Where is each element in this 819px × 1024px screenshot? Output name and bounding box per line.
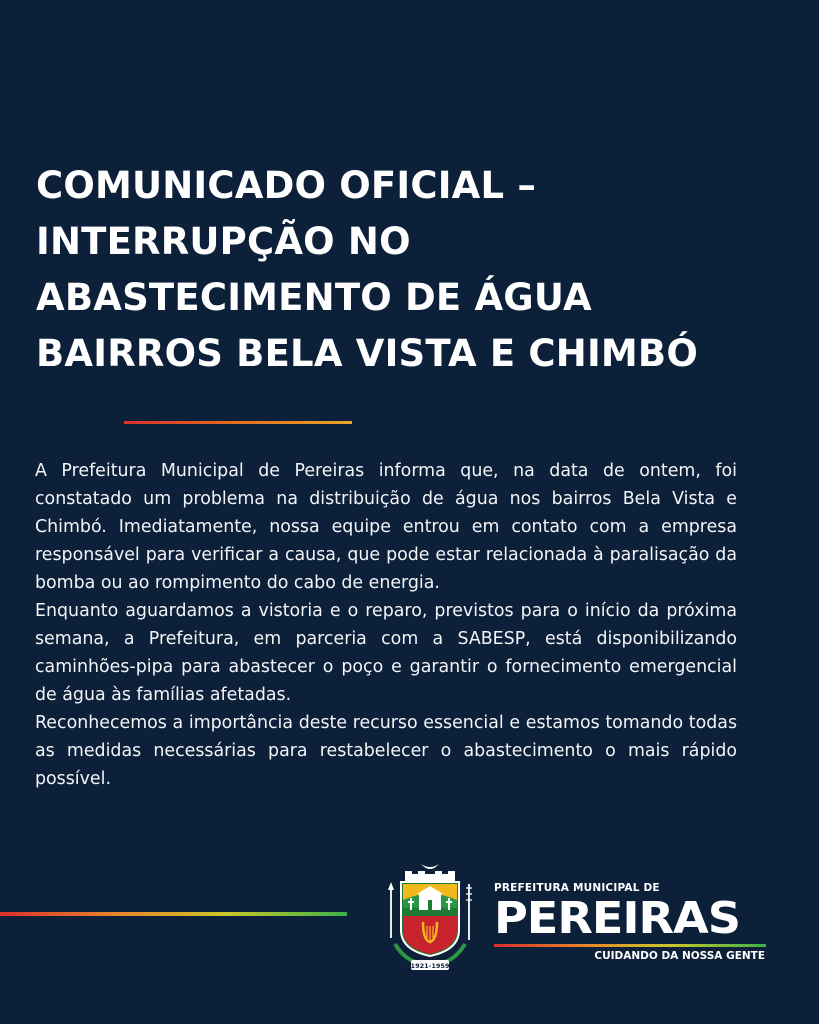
logo-slogan: CUIDANDO DA NOSSA GENTE [594,950,765,962]
announcement-title [36,158,756,382]
body-paragraph: A Prefeitura Municipal de Pereiras informa que, na data de ontem, foi constatado um problema na distribuição de água nos bairros Bela Vista e Chimbó. Imediatamente, nossa equipe entrou em contato com a empresa responsável para verificar a causa, que pode estar relacionada à paralisação da bomba ou ao rompimento do cabo de energia. [35,461,737,593]
logo-name: PEREIRAS [494,893,740,944]
title-divider [124,421,352,424]
title-line: ABASTECIMENTO DE ÁGUA [36,276,592,319]
prefeitura-logo [494,880,769,970]
title-line: COMUNICADO OFICIAL – [36,164,537,207]
footer-divider [0,912,347,916]
title-line: BAIRROS BELA VISTA E CHIMBÓ [36,332,698,375]
coat-of-arms-icon [383,860,477,974]
title-line: INTERRUPÇÃO NO [36,220,411,263]
logo-color-bar [494,944,766,947]
crest-years: 1921-1959 [410,962,450,970]
body-paragraph: Enquanto aguardamos a vistoria e o reparo, previstos para o início da próxima semana, a Prefeitura, em parceria com a SABESP, está disponibilizando caminhões-pipa para abastecer o poço e garantir o fornecimento emergencial de água às famílias afetadas. [35,601,737,705]
body-paragraph: Reconhecemos a importância deste recurso essencial e estamos tomando todas as medidas necessárias para restabelecer o abastecimento o mais rápido possível. [35,713,737,789]
announcement-body [35,457,737,793]
logo-subtitle: PREFEITURA MUNICIPAL DE [494,882,660,894]
